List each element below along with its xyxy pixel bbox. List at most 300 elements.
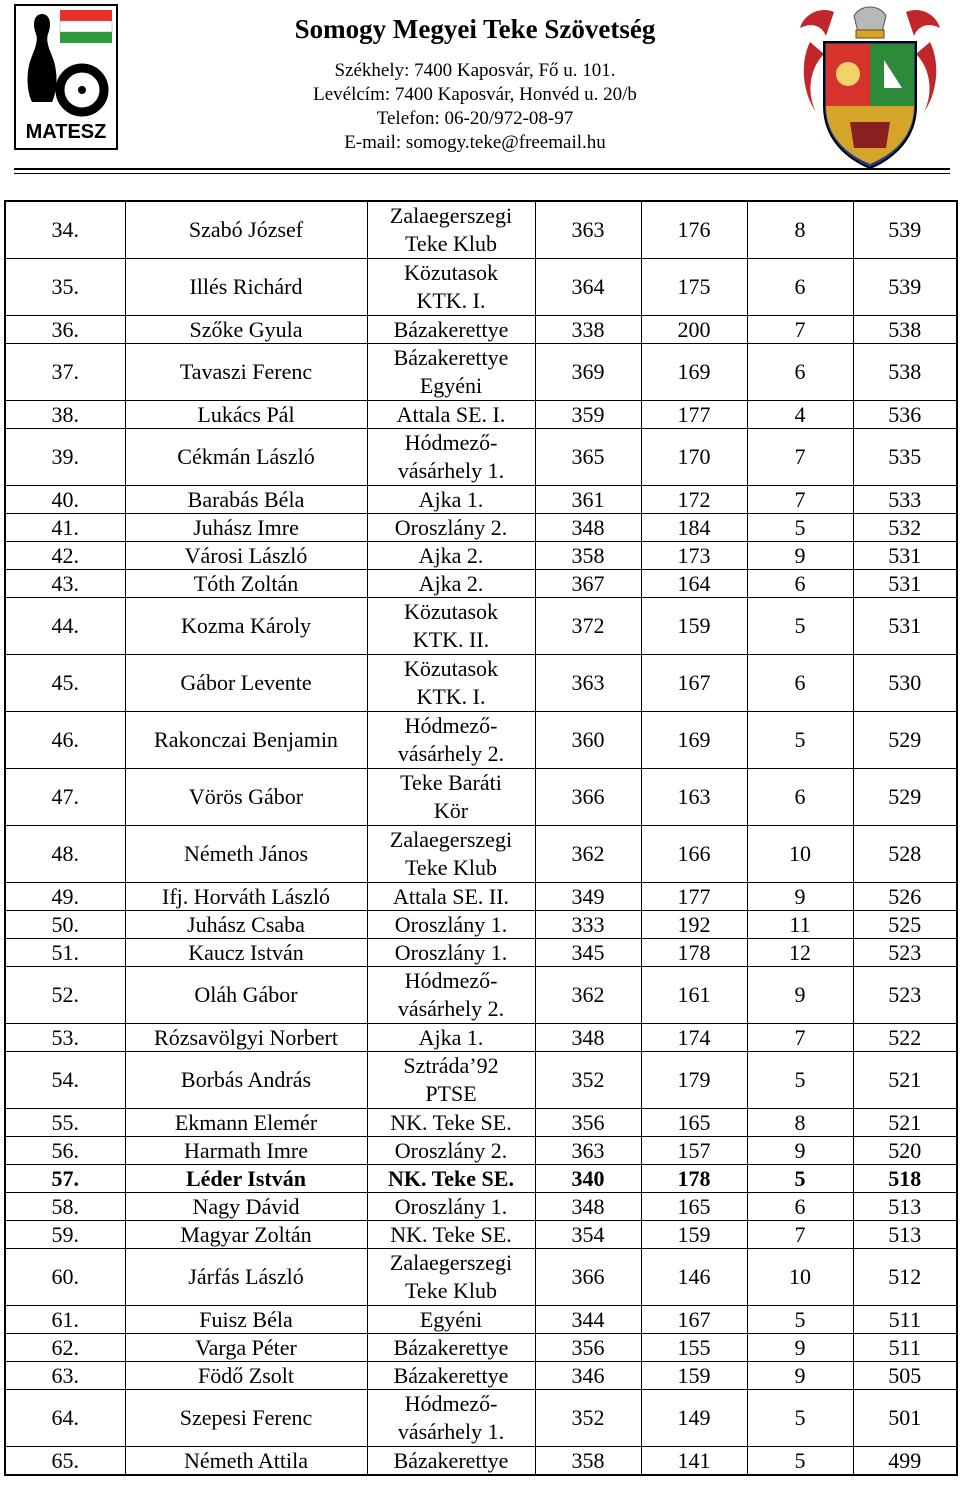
rank-cell: 63. — [5, 1362, 125, 1390]
player-name-cell: Lukács Pál — [125, 401, 367, 429]
full-pins-cell: 348 — [535, 1024, 641, 1052]
club-cell — [367, 486, 535, 514]
clearance-pins-cell: 178 — [641, 939, 747, 967]
rank-cell: 36. — [5, 316, 125, 344]
misses-cell: 6 — [747, 655, 853, 712]
club-cell — [367, 598, 535, 655]
player-name-cell: Harmath Imre — [125, 1137, 367, 1165]
club-name-line: Zalaegerszegi — [389, 203, 513, 228]
full-pins-cell: 338 — [535, 316, 641, 344]
club-cell — [367, 1334, 535, 1362]
club-name-line: NK. Teke SE. — [390, 1110, 512, 1135]
club-cell — [367, 769, 535, 826]
club-cell — [367, 1024, 535, 1052]
total-score-cell: 531 — [853, 570, 957, 598]
misses-cell: 9 — [747, 967, 853, 1024]
organization-name: Somogy Megyei Teke Szövetség — [294, 14, 656, 44]
clearance-pins-cell: 167 — [641, 1306, 747, 1334]
table-row — [5, 429, 957, 486]
player-name-cell: Ifj. Horváth László — [125, 883, 367, 911]
total-score-cell: 538 — [853, 316, 957, 344]
clearance-pins-cell: 192 — [641, 911, 747, 939]
rank-cell: 59. — [5, 1221, 125, 1249]
misses-cell: 5 — [747, 1390, 853, 1447]
full-pins-cell: 352 — [535, 1390, 641, 1447]
player-name-cell: Rakonczai Benjamin — [125, 712, 367, 769]
club-name-line: Teke Baráti — [400, 770, 502, 795]
club-cell — [367, 1137, 535, 1165]
rank-cell: 54. — [5, 1052, 125, 1109]
club-name-line: Zalaegerszegi — [389, 827, 513, 852]
table-row — [5, 712, 957, 769]
misses-cell: 8 — [747, 201, 853, 259]
club-name-line: Teke Klub — [405, 231, 497, 256]
clearance-pins-cell: 159 — [641, 1362, 747, 1390]
rank-cell: 38. — [5, 401, 125, 429]
club-name-line: Kör — [433, 798, 469, 823]
rank-cell: 43. — [5, 570, 125, 598]
rank-cell: 53. — [5, 1024, 125, 1052]
rank-cell: 34. — [5, 201, 125, 259]
full-pins-cell: 363 — [535, 1137, 641, 1165]
clearance-pins-cell: 165 — [641, 1109, 747, 1137]
table-row — [5, 655, 957, 712]
clearance-pins-cell: 177 — [641, 401, 747, 429]
table-row — [5, 939, 957, 967]
club-cell — [367, 1362, 535, 1390]
club-name-line: NK. Teke SE. — [390, 1222, 512, 1247]
player-name-cell: Rózsavölgyi Norbert — [125, 1024, 367, 1052]
clearance-pins-cell: 172 — [641, 486, 747, 514]
table-row — [5, 1221, 957, 1249]
club-cell — [367, 911, 535, 939]
misses-cell: 5 — [747, 1447, 853, 1476]
misses-cell: 6 — [747, 344, 853, 401]
address-line-mail: Levélcím: 7400 Kaposvár, Honvéd u. 20/b — [313, 84, 637, 105]
misses-cell: 6 — [747, 769, 853, 826]
club-name-line: PTSE — [425, 1081, 477, 1106]
header-divider-thin — [14, 173, 950, 174]
table-row — [5, 1362, 957, 1390]
letterhead — [0, 0, 960, 196]
club-name-line: Oroszlány 1. — [394, 912, 508, 937]
table-row — [5, 967, 957, 1024]
full-pins-cell: 356 — [535, 1109, 641, 1137]
clearance-pins-cell: 146 — [641, 1249, 747, 1306]
table-row — [5, 1109, 957, 1137]
full-pins-cell: 345 — [535, 939, 641, 967]
clearance-pins-cell: 163 — [641, 769, 747, 826]
clearance-pins-cell: 184 — [641, 514, 747, 542]
club-cell — [367, 1109, 535, 1137]
full-pins-cell: 361 — [535, 486, 641, 514]
club-name-line: Oroszlány 1. — [394, 1194, 508, 1219]
rank-cell: 42. — [5, 542, 125, 570]
rank-cell: 58. — [5, 1193, 125, 1221]
club-name-line: Hódmező- — [404, 430, 498, 455]
table-row — [5, 570, 957, 598]
club-name-line: Egyéni — [419, 1307, 483, 1332]
misses-cell: 7 — [747, 316, 853, 344]
full-pins-cell: 362 — [535, 967, 641, 1024]
clearance-pins-cell: 157 — [641, 1137, 747, 1165]
full-pins-cell: 367 — [535, 570, 641, 598]
club-name-line: vásárhely 1. — [397, 1419, 505, 1444]
rank-cell: 46. — [5, 712, 125, 769]
rank-cell: 55. — [5, 1109, 125, 1137]
club-name-line: Teke Klub — [405, 855, 497, 880]
club-cell — [367, 1193, 535, 1221]
full-pins-cell: 364 — [535, 259, 641, 316]
table-row — [5, 514, 957, 542]
total-score-cell: 525 — [853, 911, 957, 939]
player-name-cell: Gábor Levente — [125, 655, 367, 712]
total-score-cell: 531 — [853, 598, 957, 655]
club-name-line: Zalaegerszegi — [389, 1250, 513, 1275]
player-name-cell: Szabó József — [125, 201, 367, 259]
rank-cell: 37. — [5, 344, 125, 401]
club-name-line: Attala SE. II. — [392, 884, 510, 909]
rank-cell: 40. — [5, 486, 125, 514]
clearance-pins-cell: 167 — [641, 655, 747, 712]
clearance-pins-cell: 177 — [641, 883, 747, 911]
clearance-pins-cell: 179 — [641, 1052, 747, 1109]
club-name-line: vásárhely 1. — [397, 458, 505, 483]
club-cell — [367, 1390, 535, 1447]
total-score-cell: 520 — [853, 1137, 957, 1165]
total-score-cell: 526 — [853, 883, 957, 911]
club-name-line: Ajka 1. — [418, 1025, 484, 1050]
table-row — [5, 1052, 957, 1109]
player-name-cell: Magyar Zoltán — [125, 1221, 367, 1249]
club-cell — [367, 429, 535, 486]
misses-cell: 7 — [747, 429, 853, 486]
rank-cell: 50. — [5, 911, 125, 939]
clearance-pins-cell: 170 — [641, 429, 747, 486]
rank-cell: 44. — [5, 598, 125, 655]
address-line-phone: Telefon: 06-20/972-08-97 — [376, 108, 574, 129]
address-line-seat: Székhely: 7400 Kaposvár, Fő u. 101. — [334, 60, 616, 81]
total-score-cell: 511 — [853, 1306, 957, 1334]
clearance-pins-cell: 200 — [641, 316, 747, 344]
player-name-cell: Borbás András — [125, 1052, 367, 1109]
club-name-line: Hódmező- — [404, 713, 498, 738]
club-name-line: Közutasok — [403, 599, 499, 624]
misses-cell: 8 — [747, 1109, 853, 1137]
clearance-pins-cell: 141 — [641, 1447, 747, 1476]
club-cell — [367, 1165, 535, 1193]
club-name-line: Közutasok — [403, 656, 499, 681]
rank-cell: 35. — [5, 259, 125, 316]
table-row — [5, 316, 957, 344]
player-name-cell: Juhász Imre — [125, 514, 367, 542]
total-score-cell: 533 — [853, 486, 957, 514]
coat-of-arms-icon — [790, 2, 950, 174]
misses-cell: 5 — [747, 1052, 853, 1109]
total-score-cell: 501 — [853, 1390, 957, 1447]
table-row — [5, 1334, 957, 1362]
misses-cell: 6 — [747, 1193, 853, 1221]
club-name-line: KTK. I. — [416, 288, 486, 313]
misses-cell: 12 — [747, 939, 853, 967]
club-cell — [367, 570, 535, 598]
total-score-cell: 532 — [853, 514, 957, 542]
total-score-cell: 521 — [853, 1052, 957, 1109]
club-cell — [367, 655, 535, 712]
player-name-cell: Illés Richárd — [125, 259, 367, 316]
full-pins-cell: 349 — [535, 883, 641, 911]
club-name-line: Attala SE. I. — [396, 402, 506, 427]
misses-cell: 5 — [747, 514, 853, 542]
header-divider — [14, 168, 950, 170]
total-score-cell: 536 — [853, 401, 957, 429]
club-cell — [367, 542, 535, 570]
table-row — [5, 201, 957, 259]
clearance-pins-cell: 155 — [641, 1334, 747, 1362]
club-name-line: vásárhely 2. — [397, 996, 505, 1021]
rank-cell: 64. — [5, 1390, 125, 1447]
club-cell — [367, 712, 535, 769]
club-name-line: Teke Klub — [405, 1278, 497, 1303]
misses-cell: 9 — [747, 883, 853, 911]
total-score-cell: 513 — [853, 1193, 957, 1221]
club-cell — [367, 514, 535, 542]
full-pins-cell: 356 — [535, 1334, 641, 1362]
rank-cell: 47. — [5, 769, 125, 826]
club-name-line: KTK. I. — [416, 684, 486, 709]
total-score-cell: 512 — [853, 1249, 957, 1306]
total-score-cell: 522 — [853, 1024, 957, 1052]
rank-cell: 52. — [5, 967, 125, 1024]
full-pins-cell: 358 — [535, 542, 641, 570]
table-row — [5, 826, 957, 883]
misses-cell: 5 — [747, 598, 853, 655]
misses-cell: 4 — [747, 401, 853, 429]
player-name-cell: Ekmann Elemér — [125, 1109, 367, 1137]
club-name-line: Hódmező- — [404, 1391, 498, 1416]
rank-cell: 51. — [5, 939, 125, 967]
table-row — [5, 542, 957, 570]
table-row — [5, 344, 957, 401]
clearance-pins-cell: 175 — [641, 259, 747, 316]
misses-cell: 10 — [747, 1249, 853, 1306]
club-name-line: Oroszlány 2. — [394, 515, 508, 540]
rank-cell: 41. — [5, 514, 125, 542]
total-score-cell: 529 — [853, 712, 957, 769]
full-pins-cell: 354 — [535, 1221, 641, 1249]
clearance-pins-cell: 173 — [641, 542, 747, 570]
player-name-cell: Németh János — [125, 826, 367, 883]
full-pins-cell: 344 — [535, 1306, 641, 1334]
club-name-line: Ajka 1. — [418, 487, 484, 512]
club-name-line: Bázakerettye — [393, 345, 509, 370]
club-cell — [367, 401, 535, 429]
player-name-cell: Vörös Gábor — [125, 769, 367, 826]
table-row — [5, 1306, 957, 1334]
full-pins-cell: 359 — [535, 401, 641, 429]
full-pins-cell: 363 — [535, 201, 641, 259]
club-name-line: Közutasok — [403, 260, 499, 285]
table-row — [5, 486, 957, 514]
player-name-cell: Léder István — [125, 1165, 367, 1193]
club-name-line: vásárhely 2. — [397, 741, 505, 766]
full-pins-cell: 366 — [535, 769, 641, 826]
player-name-cell: Szőke Gyula — [125, 316, 367, 344]
clearance-pins-cell: 174 — [641, 1024, 747, 1052]
player-name-cell: Nagy Dávid — [125, 1193, 367, 1221]
player-name-cell: Barabás Béla — [125, 486, 367, 514]
table-row — [5, 883, 957, 911]
misses-cell: 9 — [747, 1362, 853, 1390]
misses-cell: 7 — [747, 486, 853, 514]
total-score-cell: 539 — [853, 259, 957, 316]
clearance-pins-cell: 159 — [641, 1221, 747, 1249]
full-pins-cell: 348 — [535, 514, 641, 542]
club-name-line: NK. Teke SE. — [388, 1166, 514, 1191]
full-pins-cell: 352 — [535, 1052, 641, 1109]
total-score-cell: 538 — [853, 344, 957, 401]
club-cell — [367, 1447, 535, 1476]
results-body — [5, 201, 957, 1475]
table-row — [5, 769, 957, 826]
clearance-pins-cell: 164 — [641, 570, 747, 598]
rank-cell: 56. — [5, 1137, 125, 1165]
misses-cell: 5 — [747, 1165, 853, 1193]
total-score-cell: 513 — [853, 1221, 957, 1249]
table-row — [5, 1447, 957, 1476]
club-name-line: Ajka 2. — [418, 571, 484, 596]
rank-cell: 61. — [5, 1306, 125, 1334]
club-cell — [367, 1052, 535, 1109]
club-cell — [367, 967, 535, 1024]
total-score-cell: 521 — [853, 1109, 957, 1137]
club-name-line: Bázakerettye — [393, 1363, 509, 1388]
misses-cell: 7 — [747, 1024, 853, 1052]
misses-cell: 11 — [747, 911, 853, 939]
rank-cell: 57. — [5, 1165, 125, 1193]
club-cell — [367, 1306, 535, 1334]
player-name-cell: Juhász Csaba — [125, 911, 367, 939]
full-pins-cell: 333 — [535, 911, 641, 939]
player-name-cell: Járfás László — [125, 1249, 367, 1306]
results-table — [4, 200, 958, 1476]
full-pins-cell: 366 — [535, 1249, 641, 1306]
misses-cell: 6 — [747, 570, 853, 598]
total-score-cell: 529 — [853, 769, 957, 826]
clearance-pins-cell: 169 — [641, 712, 747, 769]
misses-cell: 7 — [747, 1221, 853, 1249]
club-name-line: Ajka 2. — [418, 543, 484, 568]
clearance-pins-cell: 176 — [641, 201, 747, 259]
total-score-cell: 523 — [853, 967, 957, 1024]
matesz-logo-text: MATESZ — [25, 121, 107, 143]
full-pins-cell: 340 — [535, 1165, 641, 1193]
player-name-cell: Tavaszi Ferenc — [125, 344, 367, 401]
club-cell — [367, 316, 535, 344]
misses-cell: 6 — [747, 259, 853, 316]
club-cell — [367, 826, 535, 883]
full-pins-cell: 372 — [535, 598, 641, 655]
player-name-cell: Szepesi Ferenc — [125, 1390, 367, 1447]
club-name-line: Oroszlány 2. — [394, 1138, 508, 1163]
full-pins-cell: 346 — [535, 1362, 641, 1390]
club-cell — [367, 259, 535, 316]
club-cell — [367, 939, 535, 967]
full-pins-cell: 369 — [535, 344, 641, 401]
total-score-cell: 511 — [853, 1334, 957, 1362]
player-name-cell: Cékmán László — [125, 429, 367, 486]
table-row — [5, 1137, 957, 1165]
total-score-cell: 528 — [853, 826, 957, 883]
full-pins-cell: 348 — [535, 1193, 641, 1221]
misses-cell: 5 — [747, 712, 853, 769]
rank-cell: 39. — [5, 429, 125, 486]
club-cell — [367, 344, 535, 401]
clearance-pins-cell: 165 — [641, 1193, 747, 1221]
clearance-pins-cell: 169 — [641, 344, 747, 401]
table-row — [5, 598, 957, 655]
clearance-pins-cell: 166 — [641, 826, 747, 883]
table-row — [5, 1390, 957, 1447]
table-row — [5, 401, 957, 429]
club-cell — [367, 1249, 535, 1306]
full-pins-cell: 362 — [535, 826, 641, 883]
table-row — [5, 1249, 957, 1306]
club-name-line: Bázakerettye — [393, 1448, 509, 1473]
total-score-cell: 535 — [853, 429, 957, 486]
club-cell — [367, 883, 535, 911]
player-name-cell: Fuisz Béla — [125, 1306, 367, 1334]
rank-cell: 60. — [5, 1249, 125, 1306]
table-row — [5, 1193, 957, 1221]
club-name-line: Hódmező- — [404, 968, 498, 993]
rank-cell: 48. — [5, 826, 125, 883]
player-name-cell: Födő Zsolt — [125, 1362, 367, 1390]
table-row — [5, 259, 957, 316]
rank-cell: 62. — [5, 1334, 125, 1362]
full-pins-cell: 363 — [535, 655, 641, 712]
full-pins-cell: 358 — [535, 1447, 641, 1476]
clearance-pins-cell: 159 — [641, 598, 747, 655]
rank-cell: 49. — [5, 883, 125, 911]
misses-cell: 5 — [747, 1306, 853, 1334]
total-score-cell: 539 — [853, 201, 957, 259]
club-name-line: Bázakerettye — [393, 1335, 509, 1360]
player-name-cell: Kozma Károly — [125, 598, 367, 655]
total-score-cell: 530 — [853, 655, 957, 712]
player-name-cell: Varga Péter — [125, 1334, 367, 1362]
full-pins-cell: 365 — [535, 429, 641, 486]
club-cell — [367, 1221, 535, 1249]
club-name-line: Bázakerettye — [393, 317, 509, 342]
club-name-line: Egyéni — [419, 373, 483, 398]
club-name-line: Oroszlány 1. — [394, 940, 508, 965]
player-name-cell: Kaucz István — [125, 939, 367, 967]
total-score-cell: 523 — [853, 939, 957, 967]
player-name-cell: Tóth Zoltán — [125, 570, 367, 598]
table-row — [5, 911, 957, 939]
rank-cell: 65. — [5, 1447, 125, 1476]
player-name-cell: Városi László — [125, 542, 367, 570]
club-cell — [367, 201, 535, 259]
clearance-pins-cell: 161 — [641, 967, 747, 1024]
total-score-cell: 505 — [853, 1362, 957, 1390]
player-name-cell: Németh Attila — [125, 1447, 367, 1476]
club-name-line: Sztráda’92 — [403, 1053, 499, 1078]
full-pins-cell: 360 — [535, 712, 641, 769]
table-row — [5, 1024, 957, 1052]
total-score-cell: 499 — [853, 1447, 957, 1476]
